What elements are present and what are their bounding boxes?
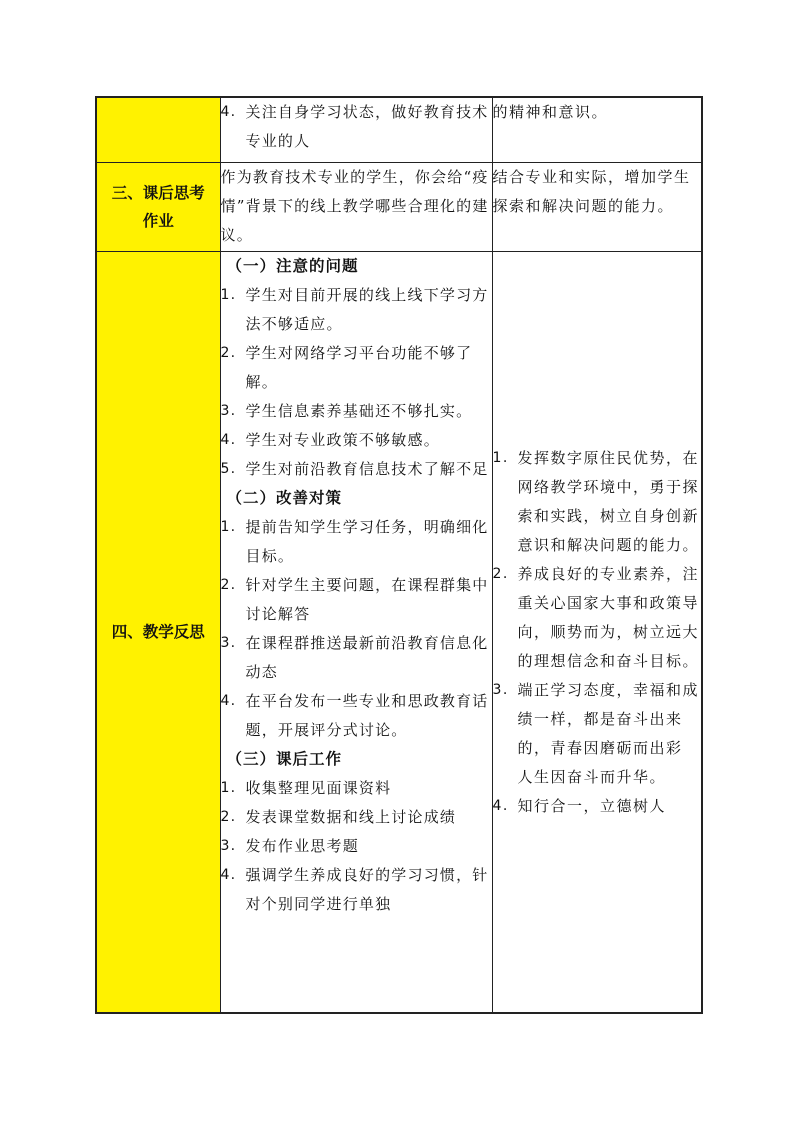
goal-cell: 的精神和意识。 [492,97,702,163]
list-item: 4. 学生对专业政策不够敏感。 [220,431,440,449]
table-row [96,163,702,252]
row-label-reflection: 四、教学反思 [96,252,220,1014]
section-heading: （三）课后工作 [226,750,343,768]
list-item: 4. 知行合一，立德树人 [492,796,667,815]
list-item: 2. 发表课堂数据和线上讨论成绩 [220,808,457,826]
list-item: 4. 关注自身学习状态，做好教育技术专业的人 [220,103,489,150]
row-label-cell [96,97,220,163]
content-cell [220,252,492,1014]
list-item: 3. 在课程群推送最新前沿教育信息化动态 [220,634,489,681]
content-cell [220,97,492,163]
list-item: 4. 在平台发布一些专业和思政教育话题，开展评分式讨论。 [220,692,489,739]
table-row [96,252,702,1014]
list-item: 2. 养成良好的专业素养，注重关心国家大事和政策导向，顺势而为，树立远大的理想信念和奋斗目标。 [492,564,700,670]
list-item: 1. 提前告知学生学习任务，明确细化目标。 [220,518,489,565]
goal-cell [492,252,702,1014]
list-item: 2. 学生对网络学习平台功能不够了解。 [220,344,473,391]
list-item: 1. 学生对目前开展的线上线下学习方法不够适应。 [220,286,489,333]
list-item: 4. 强调学生养成良好的学习习惯，针对个别同学进行单独 [220,866,489,913]
list-item: 3. 端正学习态度，幸福和成绩一样，都是奋斗出来的，青春因磨砺而出彩 人生因奋斗而升华。 [492,680,700,786]
lesson-plan-table [95,96,703,1014]
goal-cell: 结合专业和实际，增加学生探索和解决问题的能力。 [492,163,702,252]
list-item: 1. 收集整理见面课资料 [220,779,392,797]
list-item: 3. 学生信息素养基础还不够扎实。 [220,402,473,420]
section-heading: （一）注意的问题 [226,257,359,275]
table-row [96,97,702,163]
row-label-homework: 三、课后思考 作业 [96,163,220,252]
list-item: 1. 发挥数字原住民优势，在网络教学环境中，勇于探索和实践，树立自身创新意识和解决问题的能力。 [492,448,700,554]
section-heading: （二）改善对策 [226,489,343,507]
list-item: 5. 学生对前沿教育信息技术了解不足 [220,460,489,478]
list-item: 3. 发布作业思考题 [220,837,359,855]
content-cell: 作为教育技术专业的学生，你会给“疫情”背景下的线上教学哪些合理化的建议。 [220,163,492,252]
list-item: 2. 针对学生主要问题，在课程群集中讨论解答 [220,576,489,623]
